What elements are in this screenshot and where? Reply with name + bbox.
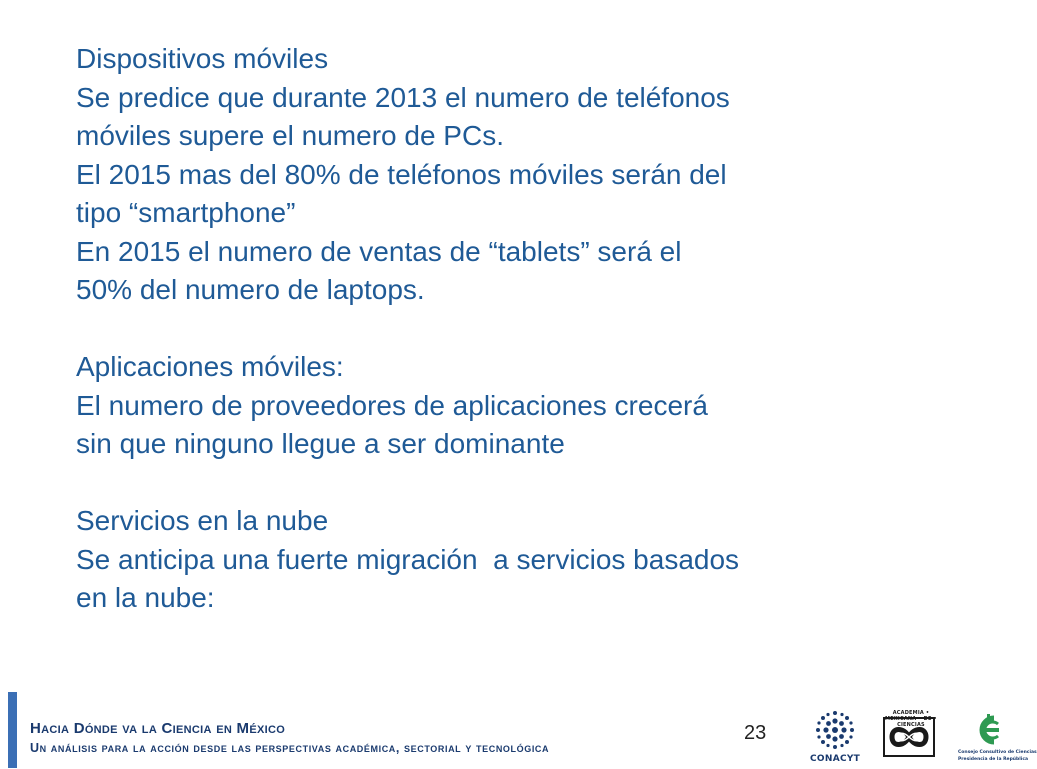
body-line: Se predice que durante 2013 el numero de teléfonos	[76, 81, 730, 113]
conacyt-emblem-icon	[808, 708, 862, 752]
heading-servicios: Servicios en la nube	[76, 505, 329, 536]
conacyt-logo	[808, 708, 862, 766]
heading-aplicaciones: Aplicaciones móviles:	[76, 351, 344, 382]
body-line: El numero de proveedores de aplicaciones crecerá	[76, 389, 708, 421]
body-line: en la nube:	[76, 582, 215, 613]
academia-logo	[876, 710, 942, 764]
consejo-emblem-icon	[968, 710, 1008, 750]
body-line: En 2015 el numero de ventas de “tablets” será el	[76, 235, 682, 267]
heading-dispositivos: Dispositivos móviles	[76, 43, 329, 74]
paragraph-gap	[76, 464, 976, 503]
consejo-logo	[958, 710, 1037, 766]
consejo-caption-line2: Presidencia de la República	[958, 757, 1029, 762]
footer-subtitle: Un análisis para la acción desde las perspectivas académica, sectorial y tecnológica	[30, 741, 550, 755]
academia-ring-text: ACADEMIA • MEXICANA • DE • CIENCIAS	[885, 710, 937, 728]
body-line: 50% del numero de laptops.	[76, 274, 425, 305]
conacyt-caption: CONACYT	[810, 754, 861, 764]
footer-accent-bar	[8, 692, 17, 768]
paragraph-gap	[76, 310, 976, 349]
body-line: sin que ninguno llegue a ser dominante	[76, 428, 565, 459]
body-line: tipo “smartphone”	[76, 197, 296, 228]
footer-title: Hacia Dónde va la Ciencia en México	[30, 720, 286, 737]
body-line: móviles supere el numero de PCs.	[76, 120, 504, 151]
slide-content	[76, 40, 976, 618]
body-line: El 2015 mas del 80% de teléfonos móviles serán del	[76, 158, 727, 190]
consejo-caption-line1: Consejo Consultivo de Ciencias	[958, 750, 1037, 755]
body-line: Se anticipa una fuerte migración a servicios basados	[76, 543, 740, 575]
page-number: 23	[744, 722, 767, 744]
